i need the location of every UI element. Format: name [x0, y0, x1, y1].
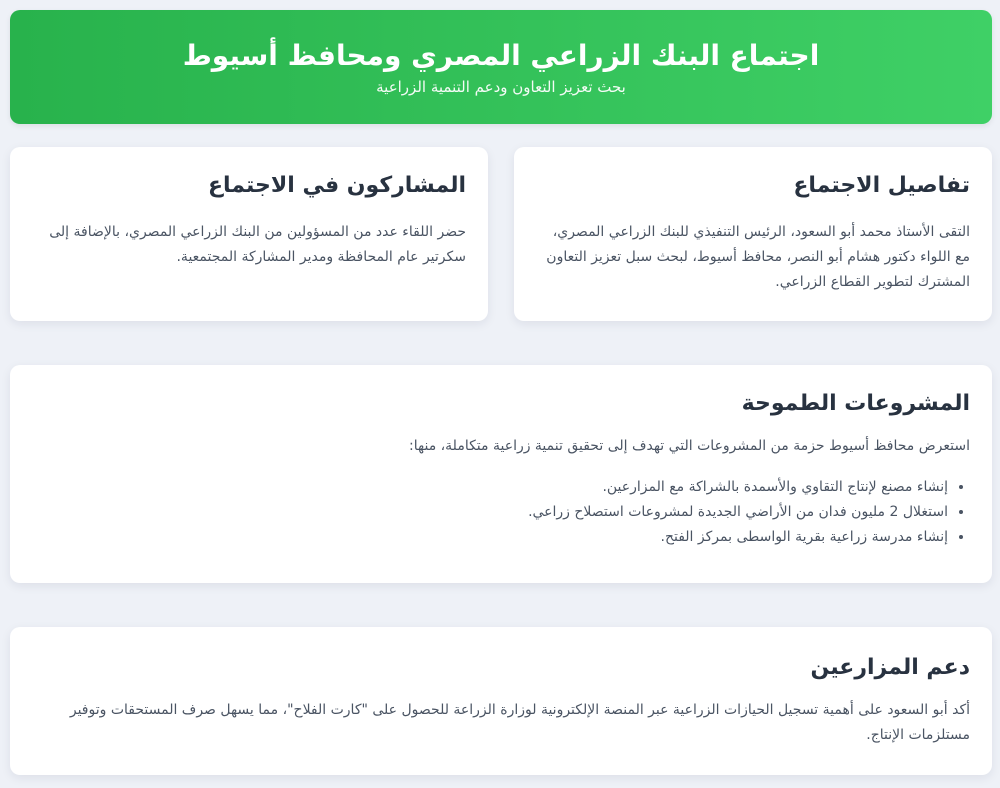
list-item: • استغلال 2 مليون فدان من الأراضي الجديدة لمشروعات استصلاح زراعي. — [32, 500, 948, 525]
projects-title: المشروعات الطموحة — [741, 391, 970, 416]
meeting-details-card — [514, 147, 992, 321]
page-header — [10, 10, 992, 124]
list-item: • إنشاء مصنع لإنتاج التقاوي والأسمدة بالشراكة مع المزارعين. — [32, 475, 948, 500]
meeting-details-text: التقى الأستاذ محمد أبو السعود، الرئيس التنفيذي للبنك الزراعي المصري، مع اللواء دكتور هشام أبو النصر، محافظ أسيوط، لبحث سبل تعزيز التعاون المشترك لتطوير القطاع الزراعي. — [546, 224, 970, 290]
meeting-details-title: تفاصيل الاجتماع — [793, 173, 970, 198]
farmer-support-title: دعم المزارعين — [810, 655, 970, 680]
farmer-support-text: أكد أبو السعود على أهمية تسجيل الحيازات الزراعية عبر المنصة الإلكترونية لوزارة الزراعة للحصول على "كارت الفلاح"، مما يسهل صرف المستحقات وتوفير مستلزمات الإنتاج. — [69, 702, 970, 743]
participants-card — [10, 147, 488, 321]
page-subtitle: بحث تعزيز التعاون ودعم التنمية الزراعية — [376, 78, 626, 96]
participants-title: المشاركون في الاجتماع — [207, 173, 466, 198]
page-title: اجتماع البنك الزراعي المصري ومحافظ أسيوط — [182, 39, 820, 72]
farmer-support-card — [10, 627, 992, 775]
list-item: • إنشاء مدرسة زراعية بقرية الواسطى بمركز الفتح. — [32, 525, 948, 550]
projects-card — [10, 365, 992, 583]
participants-text: حضر اللقاء عدد من المسؤولين من البنك الزراعي المصري، بالإضافة إلى سكرتير عام المحافظة ومدير المشاركة المجتمعية. — [49, 224, 466, 265]
projects-list — [32, 475, 970, 550]
projects-intro: استعرض محافظ أسيوط حزمة من المشروعات التي تهدف إلى تحقيق تنمية زراعية متكاملة، منها: — [409, 438, 970, 454]
